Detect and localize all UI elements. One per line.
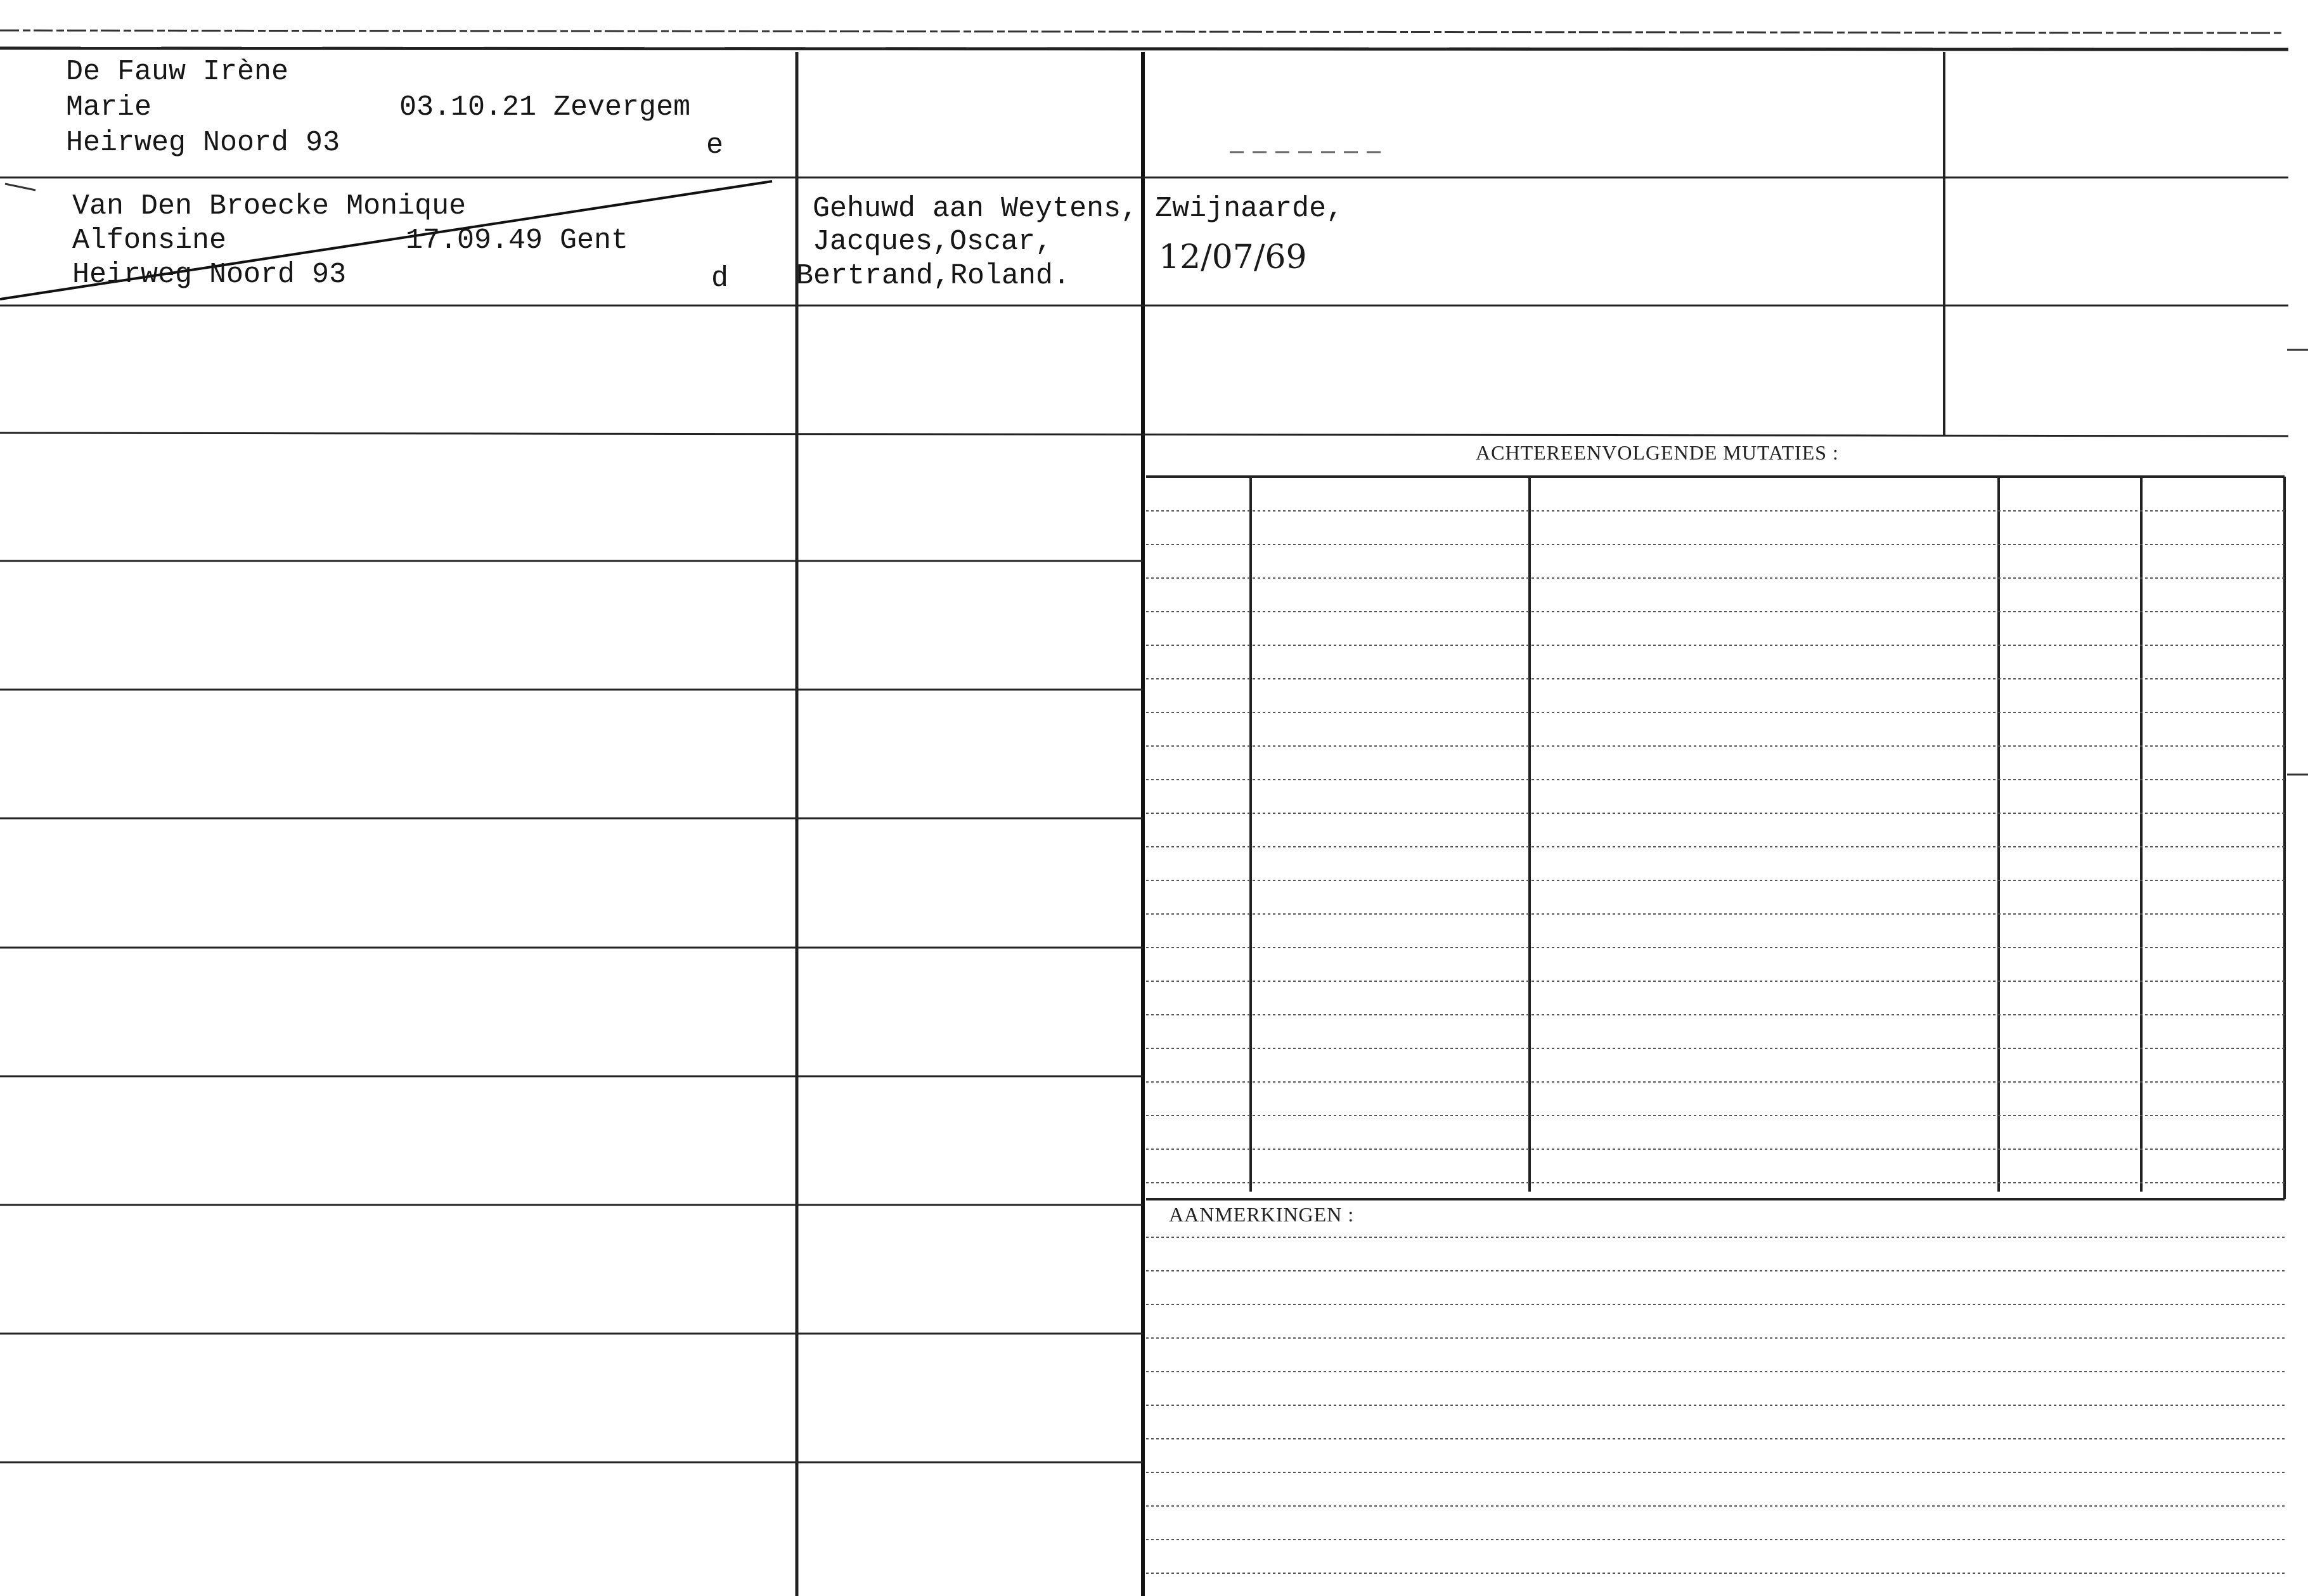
entry-2-birth: 17.09.49 Gent [406,224,629,257]
entry-1-address: Heirweg Noord 93 [66,127,340,159]
mutations-heading: ACHTEREENVOLGENDE MUTATIES : [1476,441,1839,464]
entry-2-remark-line-3: Bertrand,Roland. [796,260,1071,292]
entry-1-name-line-2: Marie [66,91,152,124]
remarks-heading: AANMERKINGEN : [1169,1203,1355,1226]
entry-2-handwritten-date: 12/07/69 [1159,238,1307,276]
entry-2-name-line-2: Alfonsine [72,224,227,257]
entry-1-name-line-1: De Fauw Irène [66,56,289,88]
entry-2-address: Heirweg Noord 93 [72,259,347,291]
entry-2-remark-line-1: Gehuwd aan Weytens, Zwijnaarde, [813,193,1344,225]
entry-2-remark-line-2: Jacques,Oscar, [813,226,1053,258]
entry-1-code: e [706,129,724,162]
entry-1-birth: 03.10.21 Zevergem [399,91,691,124]
entry-2-code: d [711,262,729,295]
entry-2-name-line-1: Van Den Broecke Monique [72,190,467,222]
